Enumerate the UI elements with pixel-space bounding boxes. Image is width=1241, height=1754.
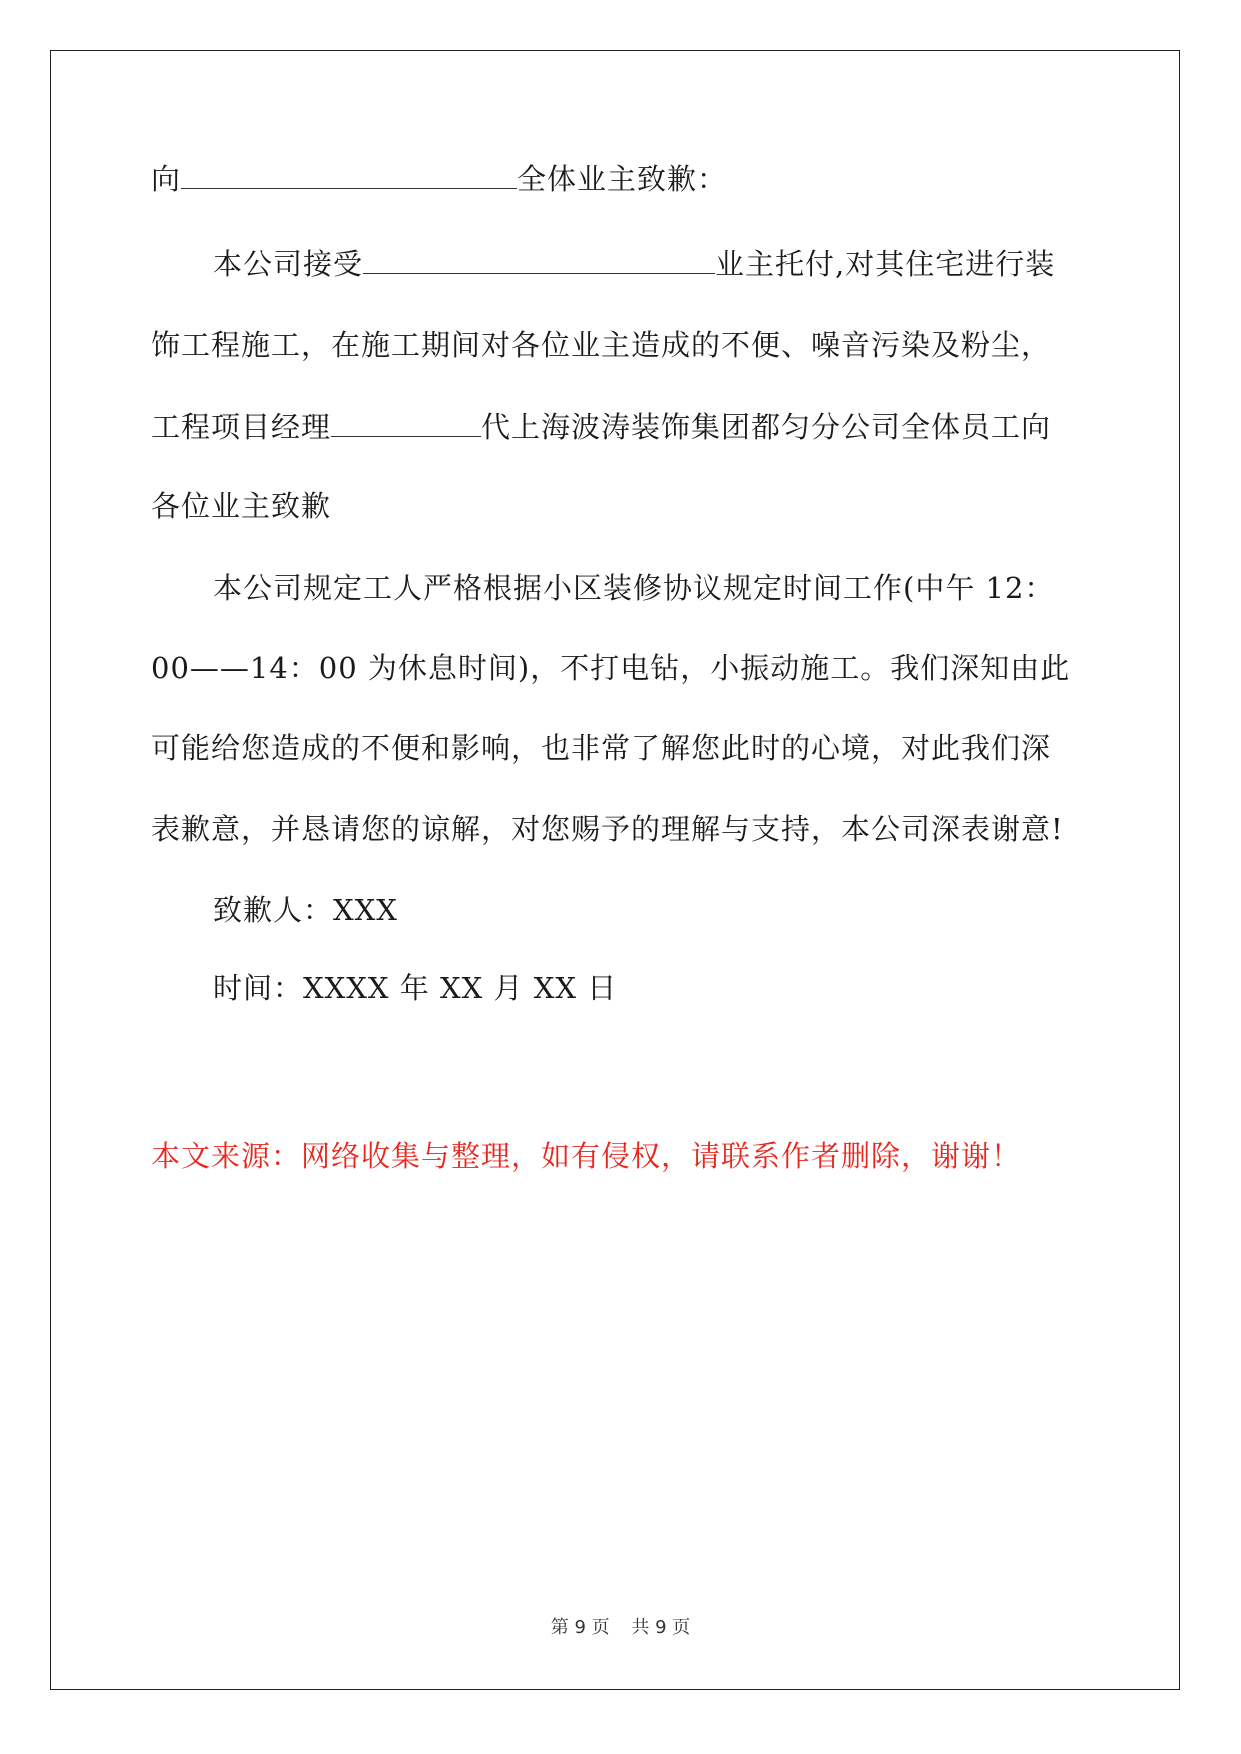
paragraph2-line3: 可能给您造成的不便和影响，也非常了解您此时的心境，对此我们深 xyxy=(151,731,1052,765)
salutation-suffix: 全体业主致歉： xyxy=(517,162,728,196)
salutation-prefix: 向 xyxy=(151,162,182,196)
manager-blank xyxy=(331,406,481,437)
paragraph2-line2: 00——14：00 为休息时间)，不打电钻，小振动施工。我们深知由此 xyxy=(151,651,1071,685)
paragraph1-line1 xyxy=(213,243,1055,284)
date-line: 时间：XXXX 年 XX 月 XX 日 xyxy=(213,971,618,1005)
p1-line3-prefix: 工程项目经理 xyxy=(151,410,332,444)
paragraph1-line4: 各位业主致歉 xyxy=(151,489,332,523)
paragraph1-line2: 饰工程施工，在施工期间对各位业主造成的不便、噪音污染及粉尘， xyxy=(151,328,1052,362)
paragraph2-line1: 本公司规定工人严格根据小区装修协议规定时间工作(中午 12： xyxy=(213,571,1055,605)
p1-line3-suffix: 代上海波涛装饰集团都匀分公司全体员工向 xyxy=(481,410,1052,444)
paragraph2-line4: 表歉意，并恳请您的谅解，对您赐予的理解与支持，本公司深表谢意! xyxy=(151,812,1064,846)
page-number: 第 9 页 xyxy=(550,1617,610,1638)
source-note: 本文来源：网络收集与整理，如有侵权，请联系作者删除，谢谢！ xyxy=(151,1139,1022,1173)
client-blank xyxy=(363,243,715,274)
signer-line: 致歉人：XXX xyxy=(213,893,398,927)
page-total: 共 9 页 xyxy=(631,1617,691,1638)
page-frame xyxy=(50,50,1180,1690)
p1-prefix: 本公司接受 xyxy=(213,247,364,281)
salutation-line xyxy=(151,158,727,199)
p1-suffix: 业主托付,对其住宅进行装 xyxy=(715,247,1056,281)
owner-blank xyxy=(181,158,517,189)
paragraph1-line3 xyxy=(151,406,1051,447)
page-footer xyxy=(0,1613,1241,1639)
